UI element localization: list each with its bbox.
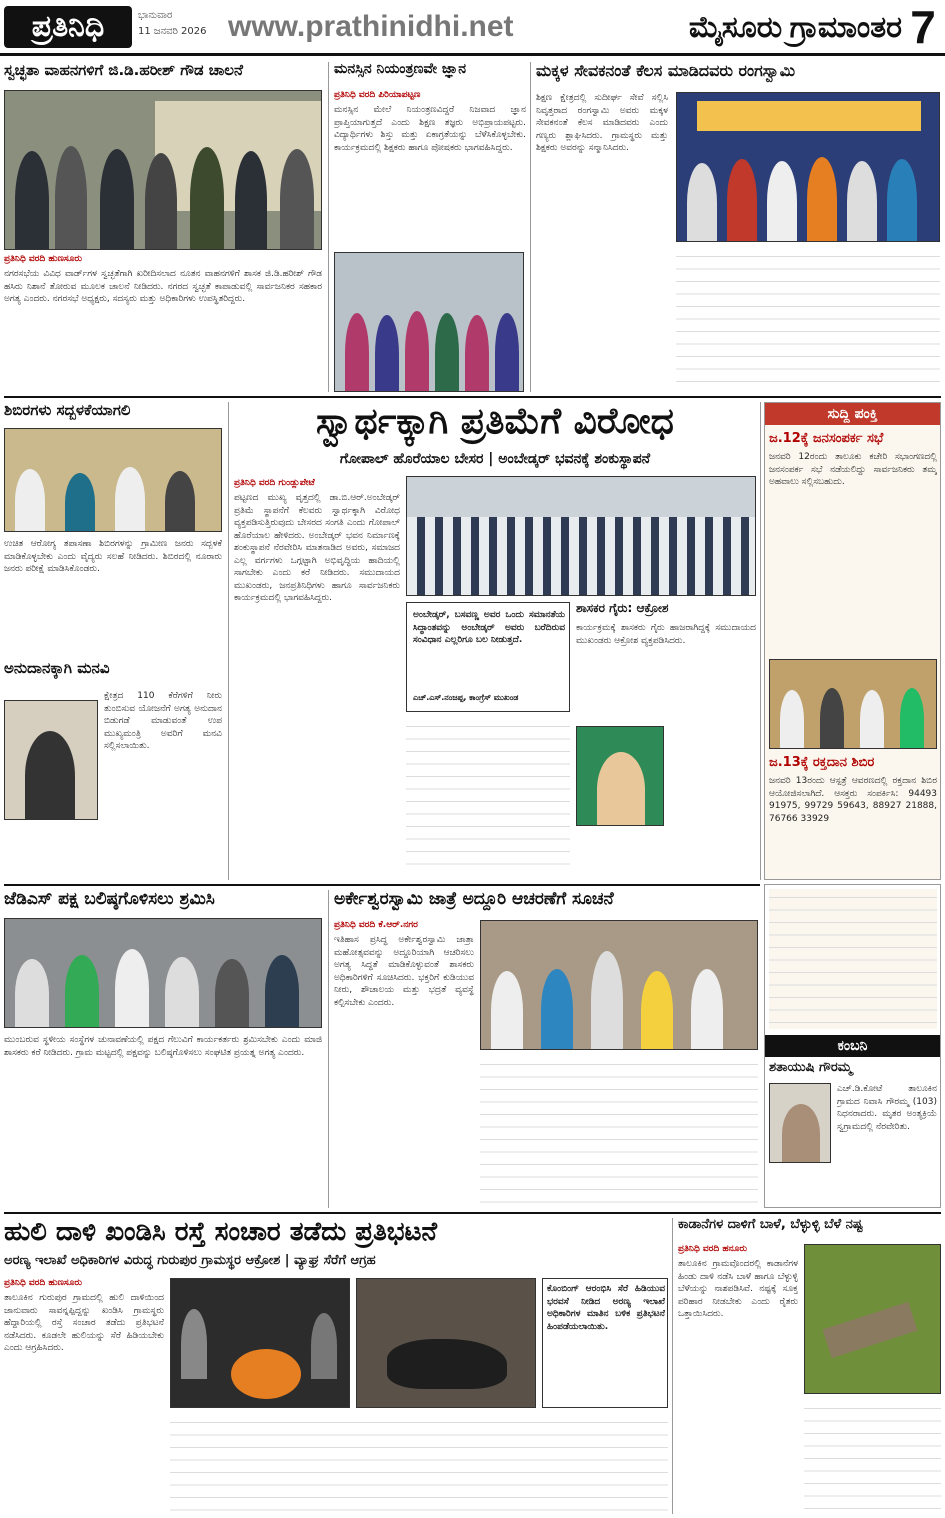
story-body-continued: [480, 1056, 758, 1204]
brief-body: ಜನವರಿ 12ರಂದು ತಾಲೂಕು ಕಚೇರಿ ಸಭಾಂಗಣದಲ್ಲಿ ಜನಸಂಪರ್ಕ ಸಭೆ ನಡೆಯಲಿದ್ದು ಸಾರ್ವಜನಿಕರು ತಮ್ಮ ಅಹವಾಲು ಸಲ್ಲಿಸಬಹುದು.: [769, 452, 937, 487]
story-photo-cattle: [356, 1278, 536, 1408]
story-body-continued: [170, 1414, 668, 1512]
story-body-continued: [406, 718, 570, 876]
brief-body: ಜನವರಿ 13ರಂದು ಆಸ್ಪತ್ರೆ ಆವರಣದಲ್ಲಿ ರಕ್ತದಾನ ಶಿಬಿರ ಆಯೋಜಿಸಲಾಗಿದೆ. ಆಸಕ್ತರು ಸಂಪರ್ಕಿಸಿ: 94493 91975, 99729 59643, 88927 21888, 76766 33929: [769, 776, 937, 824]
column-divider: [228, 402, 229, 880]
story-headline: ಅನುದಾನಕ್ಕಾಗಿ ಮನವಿ: [4, 660, 110, 677]
lead-headline: ಸ್ವಾರ್ಥಕ್ಕಾಗಿ ಪ್ರತಿಮೆಗೆ ವಿರೋಧ: [316, 402, 674, 442]
story-byline: ಪ್ರತಿನಿಧಿ ವರದಿ ಗುಂಡ್ಲುಪೇಟೆ: [234, 478, 315, 488]
story-jds-party: [4, 890, 324, 1208]
lead-photo: [406, 476, 756, 596]
story-byline: ಪ್ರತಿನಿಧಿ ವರದಿ ಹುಣಸೂರು: [4, 254, 82, 264]
column-divider: [328, 890, 329, 1208]
story-elephant-crop-loss: [678, 1218, 941, 1514]
section-rule: [4, 884, 760, 886]
story-headline: ಮಕ್ಕಳ ಸೇವಕನಂತೆ ಕೆಲಸ ಮಾಡಿದವರು ರಂಗಸ್ವಾಮಿ: [536, 62, 796, 80]
column-divider: [530, 62, 531, 392]
story-photo: [804, 1244, 941, 1394]
story-body: ನಗರಸಭೆಯ ವಿವಿಧ ವಾರ್ಡ್‌ಗಳ ಸ್ವಚ್ಛತೆಗಾಗಿ ಖರೀದಿಸಲಾದ ನೂತನ ವಾಹನಗಳಿಗೆ ಶಾಸಕ ಜಿ.ಡಿ.ಹರೀಶ್ ಗೌಡ ಹಸಿರು ನಿಶಾನೆ ತೋರುವ ಮೂಲಕ ಚಾಲನೆ ನೀಡಿದರು. ನಗರದ ಸ್ವಚ್ಛತೆ ಕಾಪಾಡುವಲ್ಲಿ ಸಾರ್ವಜನಿಕರ ಸಹಕಾರ ಅಗತ್ಯ ಎಂದರು. ನಗರಸಭೆ ಅಧ್ಯಕ್ಷರು, ಸದಸ್ಯರು ಮತ್ತು ಅಧಿಕಾರಿಗಳು ಉಪಸ್ಥಿತರಿದ್ದರು.: [4, 269, 322, 304]
lead-subhead: ಗೋಪಾಲ್ ಹೊರೆಯಾಲ ಬೇಸರ | ಅಂಬೇಡ್ಕರ್ ಭವನಕ್ಕೆ ಶಂಕುಸ್ಥಾಪನೆ: [339, 452, 651, 467]
story-body: ಮನಸ್ಸಿನ ಮೇಲೆ ನಿಯಂತ್ರಣವಿದ್ದರೆ ನಿಜವಾದ ಜ್ಞಾನ ಪ್ರಾಪ್ತಿಯಾಗುತ್ತದೆ ಎಂದು ಶಿಕ್ಷಣ ತಜ್ಞರು ಅಭಿಪ್ರಾಯಪಟ್ಟರು. ವಿದ್ಯಾರ್ಥಿಗಳು ಶಿಸ್ತು ಮತ್ತು ಏಕಾಗ್ರತೆಯನ್ನು ಬೆಳೆಸಿಕೊಳ್ಳಬೇಕು. ಕಾರ್ಯಕ್ರಮದಲ್ಲಿ ಶಿಕ್ಷಕರು ಹಾಗೂ ಪೋಷಕರು ಭಾಗವಹಿಸಿದ್ದರು.: [334, 105, 526, 153]
story-mind-control: [334, 62, 526, 392]
story-body: ಮುಂಬರುವ ಸ್ಥಳೀಯ ಸಂಸ್ಥೆಗಳ ಚುನಾವಣೆಯಲ್ಲಿ ಪಕ್ಷದ ಗೆಲುವಿಗೆ ಕಾರ್ಯಕರ್ತರು ಶ್ರಮಿಸಬೇಕು ಎಂದು ಮಾಜಿ ಶಾಸಕರು ಕರೆ ನೀಡಿದರು. ಗ್ರಾಮ ಮಟ್ಟದಲ್ಲಿ ಪಕ್ಷವನ್ನು ಬಲಿಷ್ಠಗೊಳಿಸಲು ಸಂಘಟಿತ ಪ್ರಯತ್ನ ಅಗತ್ಯ ಎಂದರು.: [4, 1035, 322, 1058]
story-photo: [4, 90, 322, 250]
story-statue-opposition: [234, 402, 756, 880]
story-byline: ಪ್ರತಿನಿಧಿ ವರದಿ ಹುಣಸೂರು: [4, 1278, 82, 1288]
website-url[interactable]: www.prathinidhi.net: [228, 10, 514, 43]
story-photo: [334, 252, 524, 392]
story-byline: ಪ್ರತಿನಿಧಿ ವರದಿ ಕೆ.ಆರ್.ನಗರ: [334, 920, 418, 930]
issue-date: [138, 8, 220, 48]
story-photo-protest: [170, 1278, 350, 1408]
story-body-continued: [676, 248, 940, 392]
story-photo: [4, 918, 322, 1028]
brief-photo: [769, 659, 937, 749]
story-headline: ಸ್ವಚ್ಛತಾ ವಾಹನಗಳಿಗೆ ಜಿ.ಡಿ.ಹರೀಶ್ ಗೌಡ ಚಾಲನೆ: [4, 62, 243, 79]
issue-day: ಭಾನುವಾರ: [138, 10, 173, 21]
story-body: ಉಚಿತ ಆರೋಗ್ಯ ತಪಾಸಣಾ ಶಿಬಿರಗಳನ್ನು ಗ್ರಾಮೀಣ ಜನರು ಸದ್ಬಳಕೆ ಮಾಡಿಕೊಳ್ಳಬೇಕು ಎಂದು ವೈದ್ಯರು ಸಲಹೆ ನೀಡಿದರು. ಶಿಬಿರದಲ್ಲಿ ನೂರಾರು ಜನರು ಪರೀಕ್ಷೆ ಮಾಡಿಸಿಕೊಂಡರು.: [4, 539, 222, 574]
sub-story-box: [576, 602, 756, 876]
story-body: ತಾಲೂಕಿನ ಗ್ರಾಮವೊಂದರಲ್ಲಿ ಕಾಡಾನೆಗಳ ಹಿಂಡು ದಾಳಿ ನಡೆಸಿ ಬಾಳೆ ಹಾಗೂ ಬೆಳ್ಳುಳ್ಳಿ ಬೆಳೆಯನ್ನು ನಾಶಪಡಿಸಿವೆ. ನಷ್ಟಕ್ಕೆ ಸೂಕ್ತ ಪರಿಹಾರ ನೀಡಬೇಕು ಎಂದು ರೈತರು ಒತ್ತಾಯಿಸಿದರು.: [678, 1259, 798, 1319]
story-rangaswamy: [536, 62, 941, 392]
story-photo: [676, 92, 940, 242]
brief-title: ಜ.13ಕ್ಕೆ ರಕ್ತದಾನ ಶಿಬಿರ: [769, 755, 875, 770]
quote-text: ಅಂಬೇಡ್ಕರ್, ಬಸವಣ್ಣ ಅವರ ಒಂದು ಸಮಾನತೆಯ ಸಿದ್ಧಾಂತವನ್ನು ಅಂಬೇಡ್ಕರ್ ಅವರು ಬರೆದಿರುವ ಸಂವಿಧಾನ ಎಲ್ಲರಿಗೂ ಬಲ ನೀಡುತ್ತದೆ.: [413, 610, 565, 645]
sub-story-body: ಕಾರ್ಯಕ್ರಮಕ್ಕೆ ಶಾಸಕರು ಗೈರು ಹಾಜರಾಗಿದ್ದಕ್ಕೆ ಸಮುದಾಯದ ಮುಖಂಡರು ಆಕ್ರೋಶ ವ್ಯಕ್ತಪಡಿಸಿದರು.: [576, 623, 756, 646]
story-arkeshwara-fair: [334, 890, 758, 1208]
obituary-title: ಕಂಬನಿ: [765, 1035, 940, 1057]
column-divider: [760, 402, 761, 880]
info-box: [542, 1278, 668, 1408]
news-briefs-sidebar: [764, 402, 941, 880]
section-title: ಮೈಸೂರು ಗ್ರಾಮಾಂತರ: [688, 11, 902, 44]
story-body: ಪಟ್ಟಣದ ಮುಖ್ಯ ವೃತ್ತದಲ್ಲಿ ಡಾ.ಬಿ.ಆರ್.ಅಂಬೇಡ್ಕರ್ ಪ್ರತಿಮೆ ಸ್ಥಾಪನೆಗೆ ಕೆಲವರು ಸ್ವಾರ್ಥಕ್ಕಾಗಿ ವಿರೋಧ ವ್ಯಕ್ತಪಡಿಸುತ್ತಿರುವುದು ಬೇಸರದ ಸಂಗತಿ ಎಂದು ಗೋಪಾಲ್ ಹೊರೆಯಾಲ ಹೇಳಿದರು. ಅಂಬೇಡ್ಕರ್ ಭವನ ನಿರ್ಮಾಣಕ್ಕೆ ಶಂಕುಸ್ಥಾಪನೆ ನೆರವೇರಿಸಿ ಮಾತನಾಡಿದ ಅವರು, ಸಮಾಜದ ಎಲ್ಲ ವರ್ಗಗಳು ಒಗ್ಗಟ್ಟಾಗಿ ಅಭಿವೃದ್ಧಿಯ ಹಾದಿಯಲ್ಲಿ ಸಾಗಬೇಕು ಎಂದು ಕರೆ ನೀಡಿದರು. ಸಮುದಾಯದ ಮುಖಂಡರು, ಜನಪ್ರತಿನಿಧಿಗಳು ಹಾಗೂ ಸಾರ್ವಜನಿಕರು ಕಾರ್ಯಕ್ರಮದಲ್ಲಿ ಭಾಗವಹಿಸಿದ್ದರು.: [234, 493, 400, 603]
story-headline: ಹುಲಿ ದಾಳಿ ಖಂಡಿಸಿ ರಸ್ತೆ ಸಂಚಾರ ತಡೆದು ಪ್ರತಿಭಟನೆ: [4, 1218, 438, 1247]
story-cleaning-vehicles: [4, 62, 324, 392]
story-headline: ಅರ್ಕೇಶ್ವರಸ್ವಾಮಿ ಜಾತ್ರೆ ಅದ್ದೂರಿ ಆಚರಣೆಗೆ ಸೂಚನೆ: [334, 890, 614, 909]
sub-story-portrait: [576, 726, 664, 826]
brief-body-continued: [769, 889, 937, 1029]
story-photo: [480, 920, 758, 1050]
story-tiger-protest: [4, 1218, 668, 1514]
story-headline: ಜೆಡಿಎಸ್ ಪಕ್ಷ ಬಲಿಷ್ಠಗೊಳಿಸಲು ಶ್ರಮಿಸಿ: [4, 890, 215, 909]
obituary-body: ಎಚ್.ಡಿ.ಕೋಟೆ ತಾಲೂಕಿನ ಗ್ರಾಮದ ನಿವಾಸಿ ಗೌರಮ್ಮ (103) ನಿಧನರಾದರು. ಮೃತರ ಅಂತ್ಯಕ್ರಿಯೆ ಸ್ವಗ್ರಾಮದಲ್ಲಿ ನೆರವೇರಿತು.: [837, 1084, 937, 1132]
story-body-continued: [804, 1400, 941, 1512]
story-photo: [4, 428, 222, 532]
story-photo: [4, 700, 98, 820]
info-box-text: ಕೊಂಬಿಂಗ್ ಆರಂಭಿಸಿ ಸೆರೆ ಹಿಡಿಯುವ ಭರವಸೆ ನೀಡಿದ ಅರಣ್ಯ ಇಲಾಖೆ ಅಧಿಕಾರಿಗಳ ಮಾತಿನ ಬಳಿಕ ಪ್ರತಿಭಟನೆ ಹಿಂಪಡೆಯಲಾಯಿತು.: [547, 1284, 665, 1332]
obituary-name: ಶತಾಯುಷಿ ಗೌರಮ್ಮ: [769, 1061, 852, 1075]
story-body: ಇತಿಹಾಸ ಪ್ರಸಿದ್ಧ ಅರ್ಕೇಶ್ವರಸ್ವಾಮಿ ಜಾತ್ರಾ ಮಹೋತ್ಸವವನ್ನು ಅದ್ದೂರಿಯಾಗಿ ಆಚರಿಸಲು ಅಗತ್ಯ ಸಿದ್ಧತೆ ಮಾಡಿಕೊಳ್ಳುವಂತೆ ಶಾಸಕರು ಅಧಿಕಾರಿಗಳಿಗೆ ಸೂಚಿಸಿದರು. ಭಕ್ತರಿಗೆ ಕುಡಿಯುವ ನೀರು, ಶೌಚಾಲಯ ಮತ್ತು ಭದ್ರತೆ ವ್ಯವಸ್ಥೆ ಕಲ್ಪಿಸಬೇಕು ಎಂದರು.: [334, 935, 474, 1008]
story-body: ಶಿಕ್ಷಣ ಕ್ಷೇತ್ರದಲ್ಲಿ ಸುದೀರ್ಘ ಸೇವೆ ಸಲ್ಲಿಸಿ ನಿವೃತ್ತರಾದ ರಂಗಸ್ವಾಮಿ ಅವರು ಮಕ್ಕಳ ಸೇವಕನಂತೆ ಕೆಲಸ ಮಾಡಿದವರು ಎಂದು ಗಣ್ಯರು ಶ್ಲಾಘಿಸಿದರು. ಗ್ರಾಮಸ್ಥರು ಮತ್ತು ಶಿಕ್ಷಕರು ಅವರನ್ನು ಸನ್ಮಾನಿಸಿದರು.: [536, 93, 668, 153]
sidebar-title: ಸುದ್ದಿ ಪಂಕ್ತಿ: [765, 403, 940, 425]
column-divider: [672, 1218, 673, 1514]
story-health-camps: [4, 402, 224, 652]
sub-story-title: ಶಾಸಕರ ಗೈರು: ಆಕ್ರೋಶ: [576, 602, 669, 615]
section-rule: [4, 396, 941, 398]
story-body: ಕ್ಷೇತ್ರದ 110 ಕೆರೆಗಳಿಗೆ ನೀರು ತುಂಬಿಸುವ ಯೋಜನೆಗೆ ಅಗತ್ಯ ಅನುದಾನ ಬಿಡುಗಡೆ ಮಾಡುವಂತೆ ಉಪ ಮುಖ್ಯಮಂತ್ರಿ ಅವರಿಗೆ ಮನವಿ ಸಲ್ಲಿಸಲಾಯಿತು.: [104, 691, 222, 751]
story-byline: ಪ್ರತಿನಿಧಿ ವರದಿ ಹನೂರು: [678, 1244, 747, 1254]
section-rule: [4, 1212, 941, 1214]
issue-date-text: 11 ಜನವರಿ 2026: [138, 26, 207, 37]
story-byline: ಪ್ರತಿನಿಧಿ ವರದಿ ಪಿರಿಯಾಪಟ್ಟಣ: [334, 90, 421, 100]
story-headline: ಶಿಬಿರಗಳು ಸದ್ಬಳಕೆಯಾಗಲಿ: [4, 402, 131, 419]
quote-author: ಎಚ್.ಎಸ್.ನಂಜಪ್ಪ, ಕಾಂಗ್ರೆಸ್ ಮುಖಂಡ: [413, 693, 519, 702]
obituary-box: [764, 884, 941, 1208]
brief-title: ಜ.12ಕ್ಕೆ ಜನಸಂಪರ್ಕ ಸಭೆ: [769, 431, 884, 446]
page-number: 7: [910, 2, 936, 52]
masthead: [0, 0, 945, 56]
story-headline: ಕಾಡಾನೆಗಳ ದಾಳಿಗೆ ಬಾಳೆ, ಬೆಳ್ಳುಳ್ಳಿ ಬೆಳೆ ನಷ್ಟ: [678, 1218, 863, 1232]
pull-quote: [406, 602, 570, 712]
story-body: ತಾಲೂಕಿನ ಗುರುಪುರ ಗ್ರಾಮದಲ್ಲಿ ಹುಲಿ ದಾಳಿಯಿಂದ ಜಾನುವಾರು ಸಾವನ್ನಪ್ಪಿದ್ದನ್ನು ಖಂಡಿಸಿ ಗ್ರಾಮಸ್ಥರು ಹೆದ್ದಾರಿಯಲ್ಲಿ ರಸ್ತೆ ಸಂಚಾರ ತಡೆದು ಪ್ರತಿಭಟನೆ ನಡೆಸಿದರು. ಕೂಡಲೇ ಹುಲಿಯನ್ನು ಸೆರೆ ಹಿಡಿಯಬೇಕು ಎಂದು ಆಗ್ರಹಿಸಿದರು.: [4, 1293, 164, 1353]
story-subhead: ಅರಣ್ಯ ಇಲಾಖೆ ಅಧಿಕಾರಿಗಳ ವಿರುದ್ಧ ಗುರುಪುರ ಗ್ರಾಮಸ್ಥರ ಆಕ್ರೋಶ | ವ್ಯಾಘ್ರ ಸೆರೆಗೆ ಆಗ್ರಹ: [4, 1254, 376, 1268]
story-grant-request: [4, 660, 224, 880]
story-headline: ಮನಸ್ಸಿನ ನಿಯಂತ್ರಣವೇ ಜ್ಞಾನ: [334, 62, 466, 77]
newspaper-logo: ಪ್ರತಿನಿಧಿ: [4, 6, 132, 48]
obituary-portrait: [769, 1083, 831, 1163]
column-divider: [328, 62, 329, 392]
